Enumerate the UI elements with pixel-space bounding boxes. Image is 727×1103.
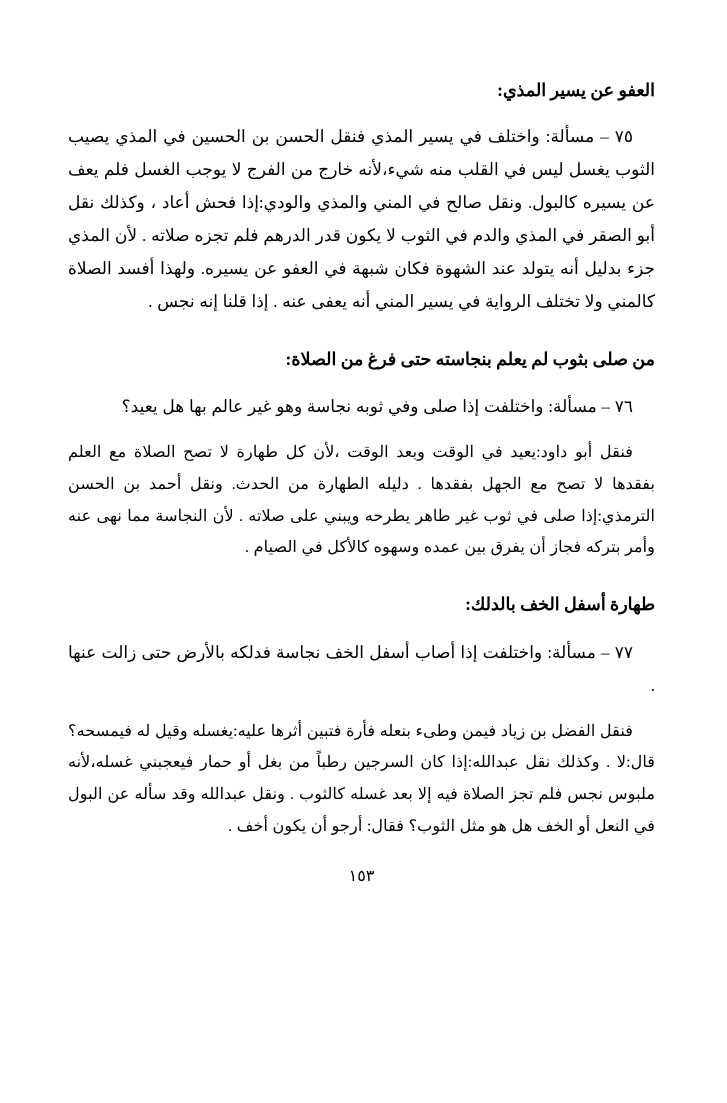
section-3-paragraph-2: فنقل الفضل بن زياد فيمن وطىء بنعله فأرة فتبين أثرها عليه:يغسله وقيل له فيمسحه؟ قال:لا . وكذلك نقل عبدالله:إذا كان السرجين رطباً من بغل أو حمار فيعجبني غسله،لأنه ملبوس نجس فلم تجز الصلاة فيه إلا بعد غسله كالثوب . ونقل عبدالله وقد سأله عن البول في النعل أو الخف هل هو مثل الثوب؟ فقال: أرجو أن يكون أخف .	[68, 721, 655, 835]
section-heading-2: من صلى بثوب لم يعلم بنجاسته حتى فرغ من الصلاة:	[285, 348, 655, 369]
section-1-paragraph-1: ٧٥ – مسألة: واختلف في يسير المذي فنقل الحسن بن الحسين في المذي يصيب الثوب يغسل ليس في القلب منه شيء،لأنه خارج من الفرج لا يوجب الغسل فلم يعف عن يسيره كالبول. ونقل صالح في المني والمذي والودي:إذا فحش أعاد ، وكذلك نقل أبو الصقر في المذي والدم في الثوب لا يكون قدر الدرهم فلم تجزه صلاته . لأن المذي جزء بدليل أنه يتولد عند الشهوة فكان شبهة في العفو عن يسيره. ولهذا أفسد الصلاة كالمني ولا تختلف الرواية في يسير المني أنه يعفى عنه . إذا قلنا إنه نجس .	[68, 126, 655, 312]
section-2-paragraph-2: فنقل أبو داود:يعيد في الوقت وبعد الوقت ،لأن كل طهارة لا تصح الصلاة مع العلم بفقدها لا تصح مع الجهل بفقدها . دليله الطهارة من الحدث. ونقل أحمد بن الحسن الترمذي:إذا صلى في ثوب غير طاهر يطرحه ويبني على صلاته . لأن النجاسة مما نهى عنه وأمر بتركه فجاز أن يفرق بين عمده وسهوه كالأكل في الصيام .	[68, 443, 655, 557]
section-2-paragraph-1: ٧٦ – مسألة: واختلفت إذا صلى وفي ثوبه نجاسة وهو غير عالم بها هل يعيد؟	[121, 397, 633, 417]
page-number: ١٥٣	[348, 868, 375, 886]
section-heading-3: طهارة أسفل الخف بالدلك:	[465, 593, 655, 614]
section-heading-1: العفو عن يسير المذي:	[497, 80, 655, 100]
section-3-paragraph-1: ٧٧ – مسألة: واختلفت إذا أصاب أسفل الخف نجاسة فدلكه بالأرض حتى زالت عنها .	[68, 642, 655, 695]
